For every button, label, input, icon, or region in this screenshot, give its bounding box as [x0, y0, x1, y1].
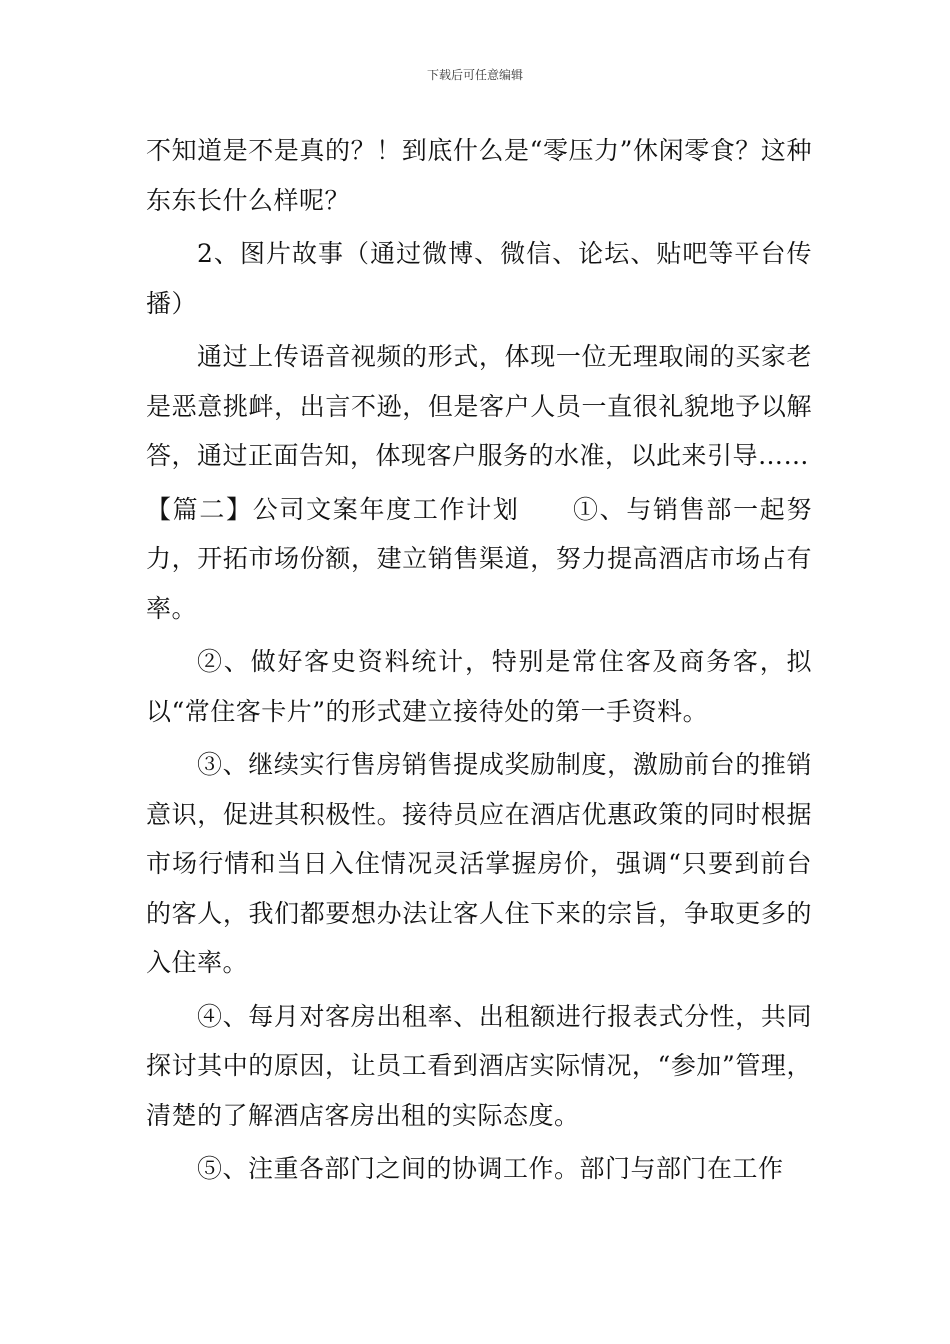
- paragraph-4: 【篇二】公司文案年度工作计划 ①、与销售部一起努力，开拓市场份额，建立销售渠道，努力提高酒店市场占有率。: [146, 494, 812, 623]
- page-header: 下载后可任意编辑: [426, 68, 523, 82]
- paragraph-8: ⑤、注重各部门之间的协调工作。部门与部门在工作: [197, 1154, 784, 1183]
- document-body: [146, 126, 812, 1194]
- paragraph-3: 通过上传语音视频的形式，体现一位无理取闹的买家老是恶意挑衅，出言不逊，但是客户人员一直很礼貌地予以解答，通过正面告知，体现客户服务的水准，以此来引导……: [146, 342, 812, 470]
- paragraph-1: 不知道是不是真的？！到底什么是“零压力”休闲零食？这种东东长什么样呢？: [146, 136, 812, 215]
- paragraph-2: 2、图片故事（通过微博、微信、论坛、贴吧等平台传播）: [146, 239, 812, 318]
- paragraph-5: ②、做好客史资料统计，特别是常住客及商务客，拟以“常住客卡片”的形式建立接待处的第一手资料。: [146, 647, 812, 726]
- paragraph-6: ③、继续实行售房销售提成奖励制度，激励前台的推销意识，促进其积极性。接待员应在酒店优惠政策的同时根据市场行情和当日入住情况灵活掌握房价，强调“只要到前台的客人，我们都要想办法让客人住下来的宗旨，争取更多的入住率。: [146, 750, 812, 977]
- paragraph-7: ④、每月对客房出租率、出租额进行报表式分性，共同探讨其中的原因，让员工看到酒店实际情况，“参加”管理，清楚的了解酒店客房出租的实际态度。: [146, 1001, 812, 1130]
